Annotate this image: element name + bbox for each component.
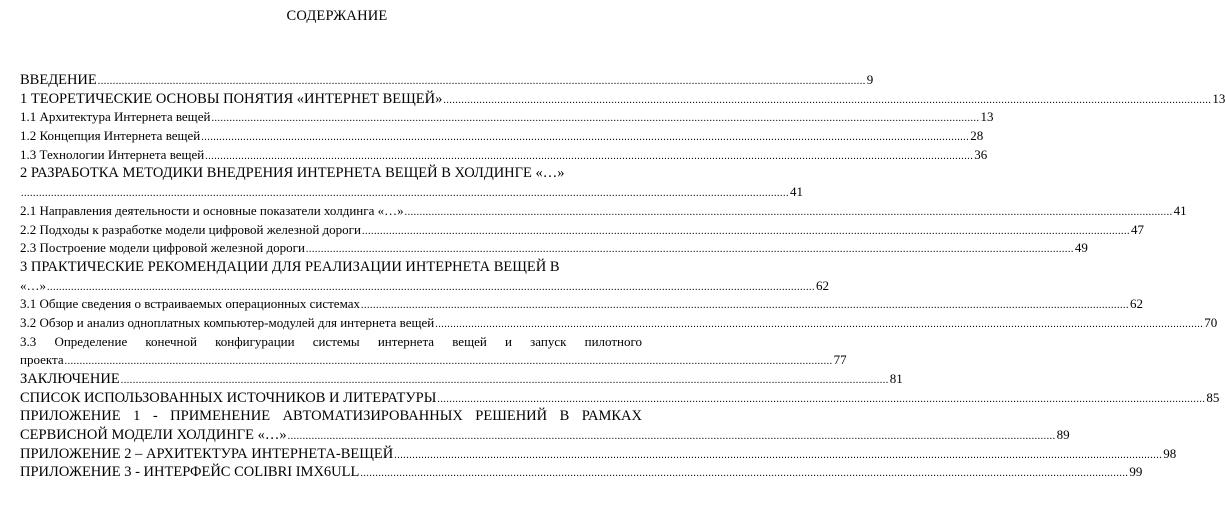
toc-entry-page: 70 xyxy=(1204,314,1218,330)
toc-entry-page: 62 xyxy=(1129,296,1143,312)
toc-entry-appendix-3 xyxy=(20,463,1143,482)
page-title: СОДЕРЖАНИЕ xyxy=(286,8,388,24)
dot-leader: ................................................................................................................................................................................................................................................................ xyxy=(443,94,1212,106)
dot-leader: ................................................................................................................................................................................................................................................................ xyxy=(361,225,1130,237)
dot-leader: ................................................................................................................................................................................................................................................................ xyxy=(394,449,1163,461)
toc-entry-references xyxy=(20,389,1220,408)
toc-entry-page: 85 xyxy=(1206,389,1220,405)
toc-entry-label-continued: «…» xyxy=(20,277,46,293)
toc-entry-label: ВВЕДЕНИЕ xyxy=(20,72,97,88)
toc-entry-page: 41 xyxy=(790,184,803,200)
toc-entry-section-2-3 xyxy=(20,239,1088,258)
toc-entry-chapter-2 xyxy=(20,164,642,183)
toc-entry-chapter-1 xyxy=(20,90,1225,109)
dot-leader: ................................................................................................................................................................................................................................................................ xyxy=(120,375,889,386)
dot-leader: ................................................................................................................................................................................................................................................................ xyxy=(437,393,1206,405)
toc-entry-label: 2.1 Направления деятельности и основные показатели холдинга «…» xyxy=(20,202,404,218)
toc-entry-page: 98 xyxy=(1163,445,1177,461)
toc-entry-label: 2 РАЗРАБОТКА МЕТОДИКИ ВНЕДРЕНИЯ ИНТЕРНЕТА ВЕЩЕЙ В ХОЛДИНГЕ «…» xyxy=(20,165,565,182)
toc-entry-label-continued: СЕРВИСНОЙ МОДЕЛИ ХОЛДИНГЕ «…» xyxy=(20,427,287,444)
toc-entry-label: 2.2 Подходы к разработке модели цифровой железной дороги xyxy=(20,221,361,237)
toc-entry-appendix-2 xyxy=(20,445,1177,464)
toc-entry-label: 1 ТЕОРЕТИЧЕСКИЕ ОСНОВЫ ПОНЯТИЯ «ИНТЕРНЕТ ВЕЩЕЙ» xyxy=(20,90,443,107)
toc-entry-page: 99 xyxy=(1129,464,1143,480)
toc-entry-conclusion xyxy=(20,370,903,389)
toc-entry-page: 36 xyxy=(974,146,988,162)
dot-leader: ................................................................................................................................................................................................................................................................ xyxy=(211,113,980,125)
toc-entry-appendix-1 xyxy=(20,407,642,426)
toc-entry-label: 3.1 Общие сведения о встраиваемых операционных системах xyxy=(20,296,360,312)
toc-entry-page: 62 xyxy=(816,277,829,293)
toc-entry-introduction xyxy=(20,71,874,90)
toc-entry-page: 28 xyxy=(970,128,984,144)
toc-entry-label: ПРИЛОЖЕНИЕ 1 - ПРИМЕНЕНИЕ АВТОМАТИЗИРОВАННЫХ РЕШЕНИЙ В РАМКАХ xyxy=(20,408,642,425)
dot-leader: ................................................................................................................................................................................................................................................................ xyxy=(435,318,1204,330)
toc-entry-page: 9 xyxy=(866,72,874,87)
toc-entry-chapter-2-line-2 xyxy=(20,183,803,202)
toc-entry-appendix-1-line-2 xyxy=(20,426,1070,445)
toc-entry-label: 3 ПРАКТИЧЕСКИЕ РЕКОМЕНДАЦИИ ДЛЯ РЕАЛИЗАЦИИ ИНТЕРНЕТА ВЕЩЕЙ В xyxy=(20,258,560,275)
toc-entry-page: 49 xyxy=(1074,240,1088,256)
dot-leader: ................................................................................................................................................................................................................................................................ xyxy=(360,300,1129,312)
toc-entry-chapter-3 xyxy=(20,258,642,277)
toc-entry-section-3-1 xyxy=(20,295,1143,314)
toc-entry-page: 81 xyxy=(889,371,903,386)
toc-entry-section-1-3 xyxy=(20,146,988,165)
toc-entry-page: 41 xyxy=(1173,202,1187,218)
toc-entry-page: 89 xyxy=(1056,427,1070,443)
toc-entry-section-2-1 xyxy=(20,202,1187,221)
toc-entry-label: 3.2 Обзор и анализ одноплатных компьютер-модулей для интернета вещей xyxy=(20,314,435,330)
toc-entry-label: 2.3 Построение модели цифровой железной дороги xyxy=(20,240,305,256)
toc-entry-label: 1.1 Архитектура Интернета вещей xyxy=(20,109,211,125)
dot-leader: ................................................................................................................................................................................................................................................................ xyxy=(287,431,1056,443)
dot-leader: ................................................................................................................................................................................................................................................................ xyxy=(21,188,789,200)
toc-entry-page: 77 xyxy=(833,352,847,368)
dot-leader: ................................................................................................................................................................................................................................................................ xyxy=(404,206,1173,218)
dot-leader: ................................................................................................................................................................................................................................................................ xyxy=(360,468,1129,480)
toc-entry-label: 1.3 Технологии Интернета вещей xyxy=(20,146,205,162)
toc-entry-section-3-3 xyxy=(20,333,642,352)
toc-entry-label: СПИСОК ИСПОЛЬЗОВАННЫХ ИСТОЧНИКОВ И ЛИТЕРАТУРЫ xyxy=(20,389,437,406)
toc-entry-label: 3.3 Определение конечной конфигурации системы интернета вещей и запуск пилотного xyxy=(20,333,642,349)
toc-entry-label: ПРИЛОЖЕНИЕ 3 - ИНТЕРФЕЙС COLIBRI IMX6ULL xyxy=(20,464,360,481)
dot-leader: ................................................................................................................................................................................................................................................................ xyxy=(205,150,974,162)
toc-entry-label-continued: проекта xyxy=(20,352,64,368)
table-of-contents xyxy=(20,71,1225,482)
toc-entry-label: 1.2 Концепция Интернета вещей xyxy=(20,128,201,144)
dot-leader: ................................................................................................................................................................................................................................................................ xyxy=(305,244,1074,256)
toc-entry-page: 13 xyxy=(1212,90,1225,106)
toc-entry-section-3-3-line-2 xyxy=(20,351,847,370)
dot-leader: ................................................................................................................................................................................................................................................................ xyxy=(97,76,866,87)
toc-entry-label: ПРИЛОЖЕНИЕ 2 – АРХИТЕКТУРА ИНТЕРНЕТА-ВЕЩЕЙ xyxy=(20,445,394,462)
dot-leader: ................................................................................................................................................................................................................................................................ xyxy=(64,356,833,368)
toc-entry-chapter-3-line-2 xyxy=(20,277,829,296)
toc-entry-page: 13 xyxy=(980,109,994,125)
toc-entry-section-3-2 xyxy=(20,314,1218,333)
toc-entry-page: 47 xyxy=(1130,221,1144,237)
dot-leader: ................................................................................................................................................................................................................................................................ xyxy=(47,281,815,293)
toc-entry-section-1-2 xyxy=(20,127,984,146)
toc-entry-section-2-2 xyxy=(20,221,1144,240)
toc-entry-label: ЗАКЛЮЧЕНИЕ xyxy=(20,371,120,387)
toc-entry-section-1-1 xyxy=(20,108,994,127)
dot-leader: ................................................................................................................................................................................................................................................................ xyxy=(201,132,970,144)
